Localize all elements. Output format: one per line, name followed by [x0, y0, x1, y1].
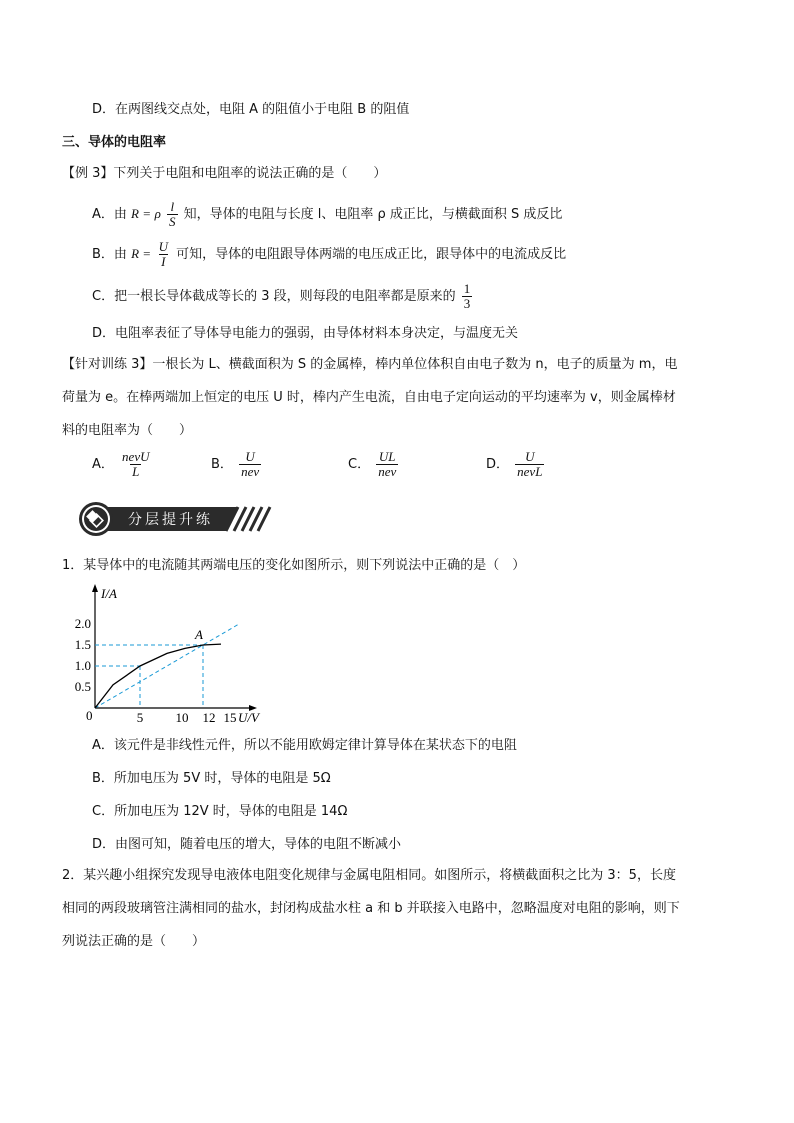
iv-curve [95, 644, 221, 708]
training3-option-b [211, 450, 263, 480]
fraction-denominator: S [169, 214, 176, 229]
q1-stem: 1．某导体中的电流随其两端电压的变化如图所示，则下列说法中正确的是（ ） [62, 558, 526, 573]
training3-option-d [486, 450, 546, 480]
example3-option-a: A．由 R = ρ $\frac{l}{S}$ 知，导体的电阻与长度 l、电阻率 ρ 成正比，与横截面积 S 成反比 [92, 199, 563, 229]
q1-option-d: D．由图可知，随着电压的增大，导体的电阻不断减小 [92, 837, 402, 852]
fraction-numerator: nevU [122, 449, 150, 464]
training3-line2: 荷量为 e。在棒两端加上恒定的电压 U 时，棒内产生电流，自由电子定向运动的平均速率为 v，则金属棒材 [62, 390, 676, 405]
option-a-prefix: A．由 [92, 207, 127, 222]
q2-line3: 列说法正确的是（ ） [62, 934, 206, 949]
example3-option-b: B．由 R = $\frac{U}{I}$ 可知，导体的电阻跟导体两端的电压成正比，跟导体中的电流成反比 [92, 239, 567, 269]
fraction-numerator: 1 [463, 281, 471, 296]
y-tick-label: 1.0 [74, 658, 91, 673]
option-label: C． [348, 457, 371, 472]
option-label: D． [486, 457, 510, 472]
y-tick-label: 2.0 [74, 616, 91, 631]
fraction-denominator: L [132, 464, 140, 479]
option-fraction [120, 450, 151, 479]
x-tick-label: 10 [175, 710, 189, 725]
fraction-denominator: nevL [517, 464, 543, 479]
q1-option-b: B．所加电压为 5V 时，导体的电阻是 5Ω [92, 771, 331, 786]
example3-option-c [92, 282, 474, 312]
fraction-denominator: 3 [463, 296, 471, 311]
section-heading: 三、导体的电阻率 [62, 135, 167, 150]
fraction-numerator: U [525, 449, 535, 464]
option-b-text: 可知，导体的电阻跟导体两端的电压成正比，跟导体中的电流成反比 [176, 247, 567, 262]
training3-option-a [92, 450, 153, 480]
option-fraction [239, 450, 261, 479]
fraction-numerator: U [245, 449, 255, 464]
formula-r: R [131, 206, 139, 221]
example3-stem: 【例 3】下列关于电阻和电阻率的说法正确的是（ ） [62, 166, 387, 181]
example3-option-d: D．电阻率表征了导体导电能力的强弱，由导体材料本身决定，与温度无关 [92, 326, 519, 341]
training3-line3: 料的电阻率为（ ） [62, 423, 193, 438]
fraction-u-over-i [157, 240, 170, 269]
training3-option-c [348, 450, 400, 480]
q1-option-a: A．该元件是非线性元件，所以不能用欧姆定律计算导体在某状态下的电阻 [92, 738, 517, 753]
fraction-one-third [462, 282, 473, 311]
fraction-numerator: U [158, 239, 169, 254]
option-label: A． [92, 457, 114, 472]
x-tick-label: 15 [223, 710, 237, 725]
y-tick-label: 0.5 [74, 679, 91, 694]
option-fraction [515, 450, 544, 479]
y-tick-label: 1.5 [74, 637, 91, 652]
banner-title: 分层提升练 [128, 512, 213, 528]
fraction-numerator: l [170, 199, 175, 214]
option-b-prefix: B．由 [92, 247, 127, 262]
prev-option-d: D．在两图线交点处，电阻 A 的阻值小于电阻 B 的阻值 [92, 102, 410, 117]
x-tick-label: 5 [136, 710, 144, 725]
formula-rho: ρ [154, 206, 161, 221]
q2-line2: 相同的两段玻璃管注满相同的盐水，封闭构成盐水柱 a 和 b 并联接入电路中，忽略温度对电阻的影响，则下 [62, 901, 680, 916]
fraction-denominator: nev [241, 464, 260, 479]
option-fraction [376, 450, 398, 479]
section-banner [78, 500, 273, 538]
option-label: B． [211, 457, 233, 472]
option-c-text: C．把一根长导体截成等长的 3 段，则每段的电阻率都是原来的 [92, 289, 456, 304]
y-axis-arrow [92, 584, 98, 592]
q1-option-c: C．所加电压为 12V 时，导体的电阻是 14Ω [92, 804, 348, 819]
y-axis-label: I/A [101, 586, 117, 601]
training3-line1: 【针对训练 3】一根长为 L、横截面积为 S 的金属棒，棒内单位体积自由电子数为 n，电子的质量为 m，电 [62, 357, 678, 372]
point-a-label: A [195, 627, 203, 642]
fraction-denominator: nev [378, 464, 397, 479]
x-axis-label: U/V [238, 710, 259, 725]
fraction-denominator: I [161, 254, 166, 269]
origin-label: 0 [86, 708, 93, 723]
option-a-text: 知，导体的电阻与长度 l、电阻率 ρ 成正比，与横截面积 S 成反比 [183, 207, 563, 222]
fraction-l-over-s [167, 200, 178, 229]
x-tick-label: 12 [202, 710, 216, 725]
q2-line1: 2．某兴趣小组探究发现导电液体电阻变化规律与金属电阻相同。如图所示，将横截面积之比为 3：5，长度 [62, 868, 676, 883]
formula-r: R [131, 246, 140, 261]
iv-chart [62, 580, 272, 728]
fraction-numerator: UL [378, 449, 396, 464]
